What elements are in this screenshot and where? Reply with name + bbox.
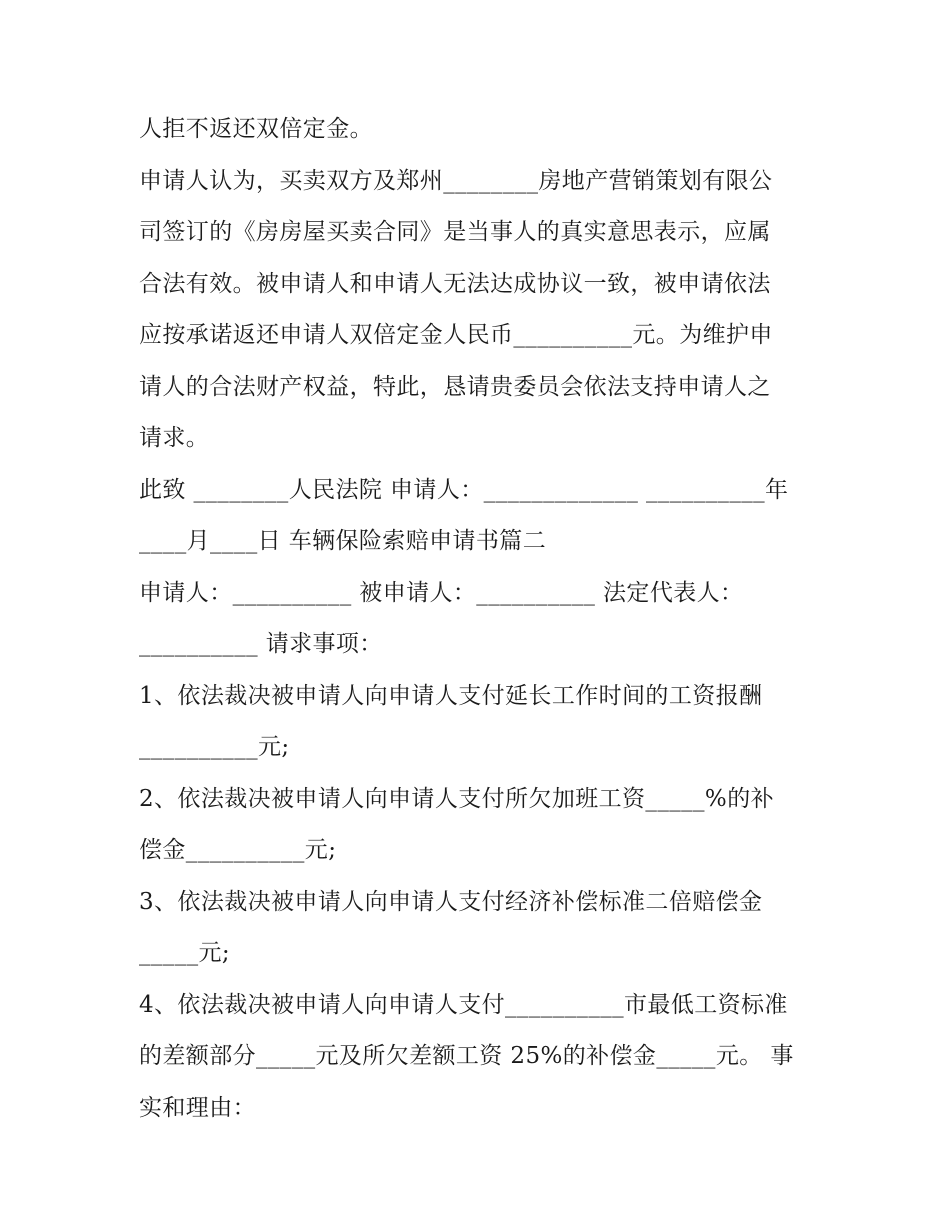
text-line: 人拒不返还双倍定金。	[139, 116, 373, 142]
text-line: 此致 ________人民法院 申请人：_____________ __________年	[139, 476, 789, 503]
text-line: __________ 请求事项：	[139, 631, 383, 657]
text-line: ____月____日 车辆保险索赔申请书篇二	[139, 528, 547, 554]
text-line: 4、依法裁决被申请人向申请人支付__________市最低工资标准	[139, 991, 788, 1018]
text-line: __________元;	[139, 734, 290, 760]
text-line: 应按承诺返还申请人双倍定金人民币__________元。为维护申	[139, 322, 773, 348]
text-line: _____元;	[139, 940, 231, 966]
text-line: 3、依法裁决被申请人向申请人支付经济补偿标准二倍赔偿金	[139, 888, 763, 915]
text-line: 司签订的《房房屋买卖合同》是当事人的真实意思表示，应属	[139, 219, 771, 245]
text-line: 合法有效。被申请人和申请人无法达成协议一致，被申请依法	[139, 270, 771, 297]
text-line: 申请人：__________ 被申请人：__________ 法定代表人：	[139, 579, 744, 606]
text-line: 的差额部分_____元及所欠差额工资 25%的补偿金_____元。 事	[139, 1043, 794, 1069]
text-line: 实和理由：	[139, 1094, 256, 1121]
text-line: 请求。	[139, 425, 210, 451]
text-line: 2、依法裁决被申请人向申请人支付所欠加班工资_____%的补	[139, 785, 774, 812]
text-line: 申请人认为，买卖双方及郑州________房地产营销策划有限公	[139, 167, 773, 194]
document-body	[139, 104, 819, 1134]
text-line: 请人的合法财产权益，特此，恳请贵委员会依法支持申请人之	[139, 373, 771, 400]
text-line: 1、依法裁决被申请人向申请人支付延长工作时间的工资报酬	[139, 682, 763, 709]
text-line: 偿金__________元;	[139, 837, 337, 863]
